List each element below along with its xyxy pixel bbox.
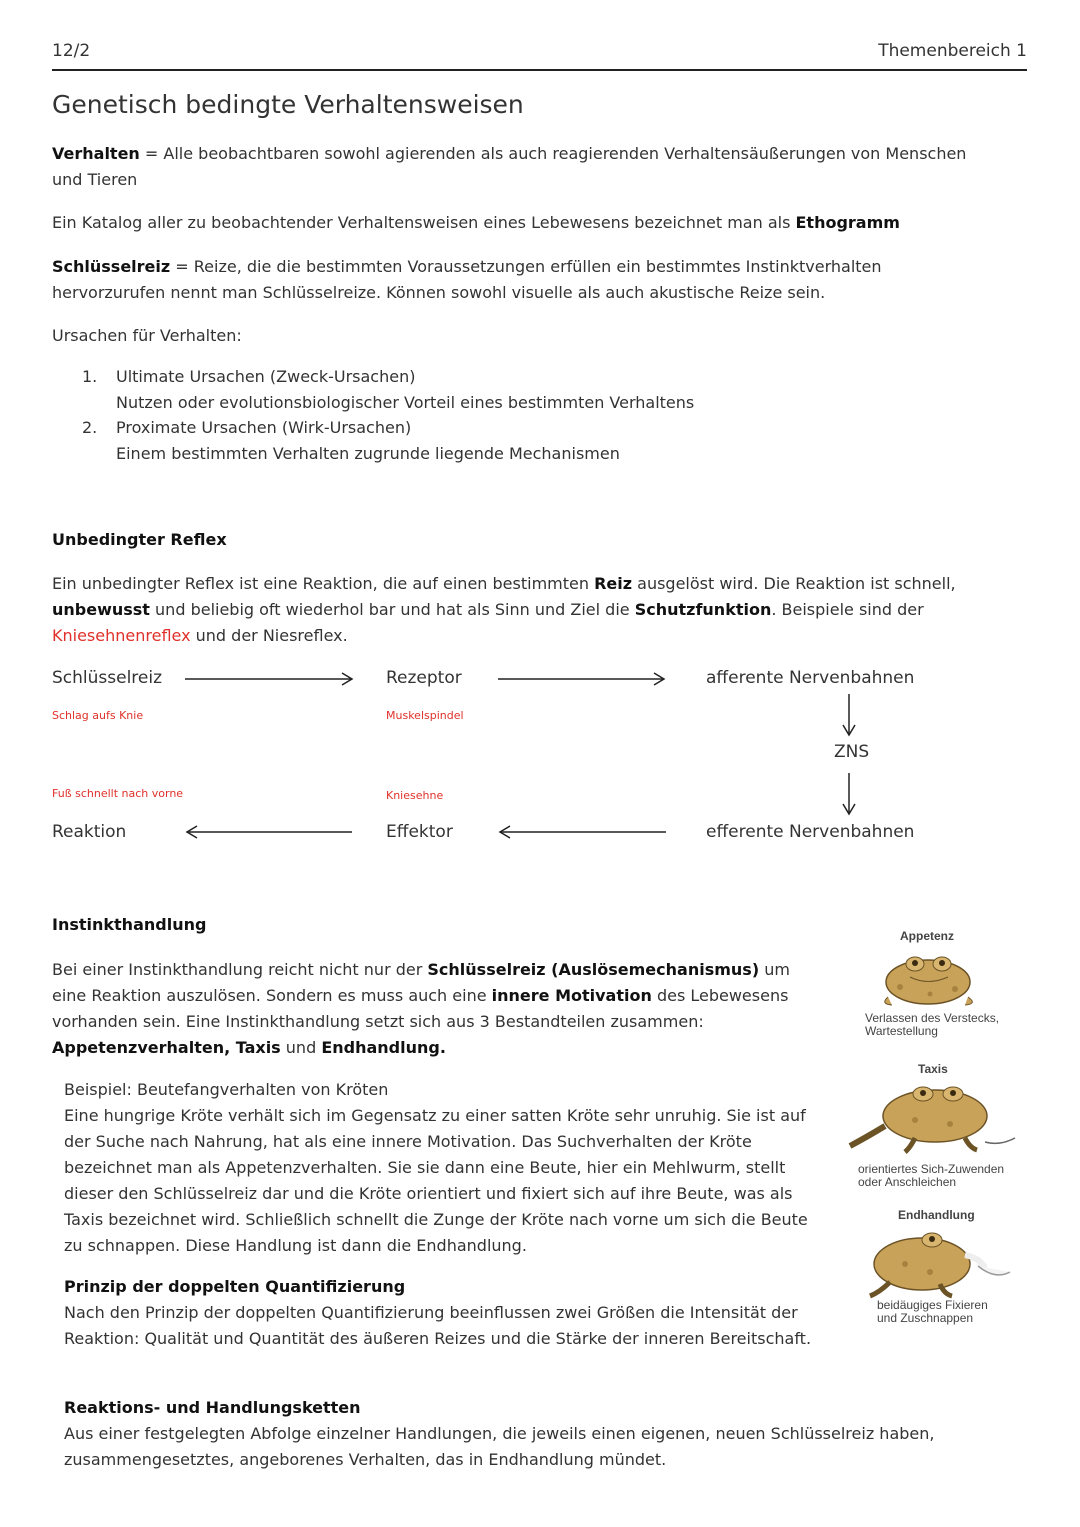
header-right: Themenbereich 1 xyxy=(878,41,1027,61)
reflex-text: . Beispiele sind der xyxy=(771,600,924,619)
flow-example-fuss: Fuß schnellt nach vorne xyxy=(52,787,184,800)
beispiel-text: Eine hungrige Kröte verhält sich im Gegensatz zu einer satten Kröte sehr unruhig. Sie ist auf der Suche nach Nahrung, hat als eine innere Motivation. Das Suchverhalten der Kröte bezeichnet man als Appetenzverhalten. Sie sie dann eine Beute, hier ein Mehlwurm, stellt dieser den Schlüsselreiz dar und die Kröte orientiert und fixiert sich auf ihre Beute, was als Taxis bezeichnet wird. Schließlich schnellt die Zunge der Kröte nach vorne um sich die Beute zu schnappen. Diese Handlung ist dann die Endhandlung. xyxy=(64,1106,808,1255)
arrow-left-icon xyxy=(500,826,666,838)
ethogramm-term: Ethogramm xyxy=(795,213,900,232)
schluesselreiz-term: Schlüsselreiz xyxy=(52,257,171,276)
instinkt-text: des Lebewesens vorhanden sein. Eine Instinkthandlung setzt sich aus 3 Bestandteilen zusammen: xyxy=(52,986,789,1031)
list-number: 2. xyxy=(82,418,98,437)
verhalten-def: = Alle beobachtbaren sowohl agierenden als auch reagierenden Verhaltensäußerungen von Menschen und Tieren xyxy=(52,144,967,189)
list-number: 1. xyxy=(82,367,98,386)
prinzip-text: Nach den Prinzip der doppelten Quantifizierung beeinflussen zwei Größen die Intensität der Reaktion: Qualität und Quantität des äußeren Reizes und die Stärke der inneren Bereitschaft. xyxy=(64,1303,812,1348)
ketten-heading: Reaktions- und Handlungsketten xyxy=(64,1398,361,1417)
toad-taxis-image xyxy=(845,1076,1025,1156)
instinkt-text: Bei einer Instinkthandlung reicht nicht nur der xyxy=(52,960,428,979)
figure-endhandlung-label: Endhandlung xyxy=(898,1208,975,1222)
reflex-schutzfunktion: Schutzfunktion xyxy=(634,600,772,619)
caption-line: und Zuschnappen xyxy=(877,1311,974,1325)
list-item-title: Ultimate Ursachen (Zweck-Ursachen) xyxy=(116,367,416,386)
flow-efferent: efferente Nervenbahnen xyxy=(706,822,915,842)
flow-zns: ZNS xyxy=(834,742,870,762)
caption-line: orientiertes Sich-Zuwenden xyxy=(858,1162,1005,1176)
instinkt-text: und xyxy=(280,1038,322,1057)
arrow-right-icon xyxy=(185,673,352,685)
reflex-kniesehnenreflex: Kniesehnenreflex xyxy=(52,626,191,645)
flow-schluesselreiz: Schlüsselreiz xyxy=(52,668,163,688)
figure-appetenz-label: Appetenz xyxy=(900,929,954,943)
ursachen-heading: Ursachen für Verhalten: xyxy=(52,326,242,345)
toad-endhandlung-image xyxy=(860,1220,1020,1300)
figure-taxis-caption xyxy=(858,1163,1004,1189)
flow-afferent: afferente Nervenbahnen xyxy=(706,668,915,688)
instinkt-text: um eine Reaktion auszulösen. Sondern es muss auch eine xyxy=(52,960,790,1005)
reflex-reiz: Reiz xyxy=(594,574,633,593)
flow-example-muskelspindel: Muskelspindel xyxy=(386,709,464,722)
flow-reaktion: Reaktion xyxy=(52,822,127,842)
caption-line: Wartestellung xyxy=(865,1024,938,1038)
prinzip-block xyxy=(64,1274,824,1352)
page-title: Genetisch bedingte Verhaltensweisen xyxy=(52,90,524,119)
beispiel-title: Beispiel: Beutefangverhalten von Kröten xyxy=(64,1080,389,1099)
ketten-text: Aus einer festgelegten Abfolge einzelner Handlungen, die jeweils einen eigenen, neuen Schlüsselreiz haben, zusammengesetztes, angeborenes Verhalten, das in Endhandlung mündet. xyxy=(64,1424,935,1469)
ketten-block xyxy=(64,1395,1034,1473)
instinkt-bold: innere Motivation xyxy=(491,986,652,1005)
instinkt-bold: Appetenzverhalten, Taxis xyxy=(52,1038,281,1057)
figure-appetenz-caption xyxy=(865,1012,999,1038)
schluesselreiz-def: = Reize, die die bestimmten Voraussetzungen erfüllen ein bestimmtes Instinktverhalten hervorzurufen nennt man Schlüsselreize. Können sowohl visuelle als auch akustische Reize sein. xyxy=(52,257,882,302)
list-item-desc: Nutzen oder evolutionsbiologischer Vorteil eines bestimmten Verhaltens xyxy=(116,392,695,412)
arrow-down-icon xyxy=(843,773,855,814)
instinkt-heading: Instinkthandlung xyxy=(52,915,207,934)
ethogramm-text: Ein Katalog aller zu beobachtender Verhaltensweisen eines Lebewesens bezeichnet man als xyxy=(52,213,796,232)
reflex-text: und beliebig oft wiederhol bar und hat als Sinn und Ziel die xyxy=(149,600,635,619)
beispiel-block xyxy=(64,1077,824,1259)
arrow-down-icon xyxy=(843,694,855,735)
toad-appetenz-image xyxy=(870,942,990,1008)
figure-endhandlung-caption xyxy=(877,1299,988,1325)
figure-taxis-label: Taxis xyxy=(918,1062,948,1076)
flow-example-kniesehne: Kniesehne xyxy=(386,789,444,802)
instinkt-bold: Endhandlung. xyxy=(321,1038,446,1057)
reflex-text: und der Niesreflex. xyxy=(190,626,348,645)
list-item-title: Proximate Ursachen (Wirk-Ursachen) xyxy=(116,418,412,437)
prinzip-heading: Prinzip der doppelten Quantifizierung xyxy=(64,1277,406,1296)
caption-line: beidäugiges Fixieren xyxy=(877,1298,988,1312)
reflex-heading: Unbedingter Reflex xyxy=(52,530,227,549)
flow-effektor: Effektor xyxy=(386,822,453,842)
reflex-text: ausgelöst wird. Die Reaktion ist schnell, xyxy=(632,574,956,593)
caption-line: oder Anschleichen xyxy=(858,1175,957,1189)
reflex-text: Ein unbedingter Reflex ist eine Reaktion, die auf einen bestimmten xyxy=(52,574,595,593)
list-item-desc: Einem bestimmten Verhalten zugrunde liegende Mechanismen xyxy=(116,443,620,463)
header-left: 12/2 xyxy=(52,41,91,61)
reflex-unbewusst: unbewusst xyxy=(52,600,150,619)
instinkt-paragraph xyxy=(52,957,827,1061)
flow-rezeptor: Rezeptor xyxy=(386,668,462,688)
instinkt-bold: Schlüsselreiz (Auslösemechanismus) xyxy=(427,960,760,979)
arrow-left-icon xyxy=(187,826,352,838)
flow-example-schlag: Schlag aufs Knie xyxy=(52,709,144,722)
verhalten-term: Verhalten xyxy=(52,144,140,163)
arrow-right-icon xyxy=(498,673,664,685)
caption-line: Verlassen des Verstecks, xyxy=(865,1011,1000,1025)
